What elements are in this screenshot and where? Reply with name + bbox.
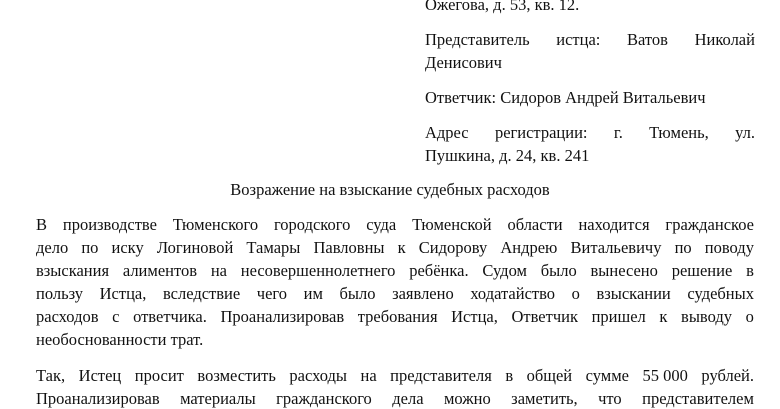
- word: расходы: [289, 366, 347, 385]
- word: материалы: [180, 389, 256, 408]
- word: иску: [111, 238, 144, 257]
- word: Судом: [482, 261, 527, 280]
- word: общей: [526, 366, 573, 385]
- word: ходатайство: [470, 284, 556, 303]
- word: производстве: [62, 215, 157, 234]
- word: было: [339, 284, 376, 303]
- word: в: [505, 366, 514, 385]
- word: заявлено: [392, 284, 454, 303]
- word: было: [540, 261, 577, 280]
- word: к: [659, 307, 668, 326]
- word: можно: [443, 389, 491, 408]
- paragraph-1-last-line: необоснованности трат.: [36, 330, 204, 349]
- word: Так,: [36, 366, 66, 385]
- word: заметить,: [511, 389, 578, 408]
- word: в: [746, 261, 754, 280]
- word: несовершеннолетнего: [240, 261, 396, 280]
- word: просит: [134, 366, 184, 385]
- word: на: [210, 261, 227, 280]
- word: пришел: [591, 307, 646, 326]
- word: о: [571, 284, 580, 303]
- word: городского: [273, 215, 351, 234]
- word: Павловны: [313, 238, 385, 257]
- word: вследствие: [162, 284, 241, 303]
- header-registration-line1: [425, 123, 755, 143]
- word: Ватов: [627, 30, 668, 49]
- word: Адрес: [425, 123, 469, 142]
- header-representative-line1: [425, 30, 755, 50]
- word: Истец: [78, 366, 122, 385]
- word: Представитель: [425, 30, 530, 49]
- word: гражданское: [665, 215, 754, 234]
- word: Сидорову: [418, 238, 488, 257]
- word: взыскания: [36, 261, 110, 280]
- word: пользу: [36, 284, 84, 303]
- word: о: [745, 307, 754, 326]
- word: Тюмень,: [649, 123, 709, 142]
- word: находится: [578, 215, 650, 234]
- word: Логиновой: [156, 238, 234, 257]
- word: Витальевичу: [570, 238, 662, 257]
- word: ребёнка.: [409, 261, 469, 280]
- paragraph-1-line: [36, 261, 754, 281]
- word: дело: [36, 238, 69, 257]
- word: Истца,: [451, 307, 498, 326]
- word: с: [112, 307, 120, 326]
- word: Тюменского: [172, 215, 259, 234]
- paragraph-1-line: [36, 284, 754, 304]
- word: требования: [357, 307, 438, 326]
- paragraph-1-line: [36, 307, 754, 327]
- header-registration-line2: Пушкина, д. 24, кв. 241: [425, 146, 590, 165]
- word: Ответчик: [511, 307, 578, 326]
- paragraph-1-line: [36, 238, 754, 258]
- word: представителем: [642, 389, 754, 408]
- word: 55 000: [642, 366, 688, 385]
- header-representative-line2: Денисович: [425, 53, 502, 72]
- word: им: [303, 284, 323, 303]
- word: гражданского: [276, 389, 372, 408]
- word: г.: [613, 123, 623, 142]
- document-title: Возражение на взыскание судебных расходов: [230, 180, 550, 199]
- word: взыскании: [596, 284, 671, 303]
- word: регистрации:: [494, 123, 588, 142]
- paragraph-1-line: [36, 215, 754, 235]
- word: чего: [256, 284, 288, 303]
- word: сумме: [585, 366, 630, 385]
- word: выводу: [681, 307, 733, 326]
- word: суда: [366, 215, 397, 234]
- word: поводу: [704, 238, 754, 257]
- word: на: [360, 366, 377, 385]
- word: Тюменской: [412, 215, 492, 234]
- word: расходов: [36, 307, 99, 326]
- word: истца:: [556, 30, 601, 49]
- paragraph-2-line: [36, 389, 754, 409]
- word: ул.: [735, 123, 755, 142]
- word: алиментов: [122, 261, 198, 280]
- word: возместить: [197, 366, 276, 385]
- word: Андрею: [500, 238, 558, 257]
- word: Тамары: [246, 238, 301, 257]
- word: по: [81, 238, 99, 257]
- word: Проанализировав: [220, 307, 345, 326]
- word: Николай: [694, 30, 755, 49]
- word: дела: [392, 389, 424, 408]
- word: рублей.: [701, 366, 754, 385]
- word: судебных: [687, 284, 754, 303]
- word: Проанализировав: [36, 389, 160, 408]
- paragraph-2-line: [36, 366, 754, 386]
- word: В: [36, 215, 48, 234]
- word: к: [397, 238, 406, 257]
- word: вынесено: [590, 261, 658, 280]
- header-address-tail: Ожегова, д. 53, кв. 12.: [425, 0, 580, 14]
- word: решение: [671, 261, 733, 280]
- word: области: [507, 215, 563, 234]
- word: ответчика.: [133, 307, 207, 326]
- word: представителя: [390, 366, 492, 385]
- word: Истца,: [99, 284, 147, 303]
- word: по: [674, 238, 692, 257]
- word: что: [598, 389, 622, 408]
- header-defendant: Ответчик: Сидоров Андрей Витальевич: [425, 88, 706, 107]
